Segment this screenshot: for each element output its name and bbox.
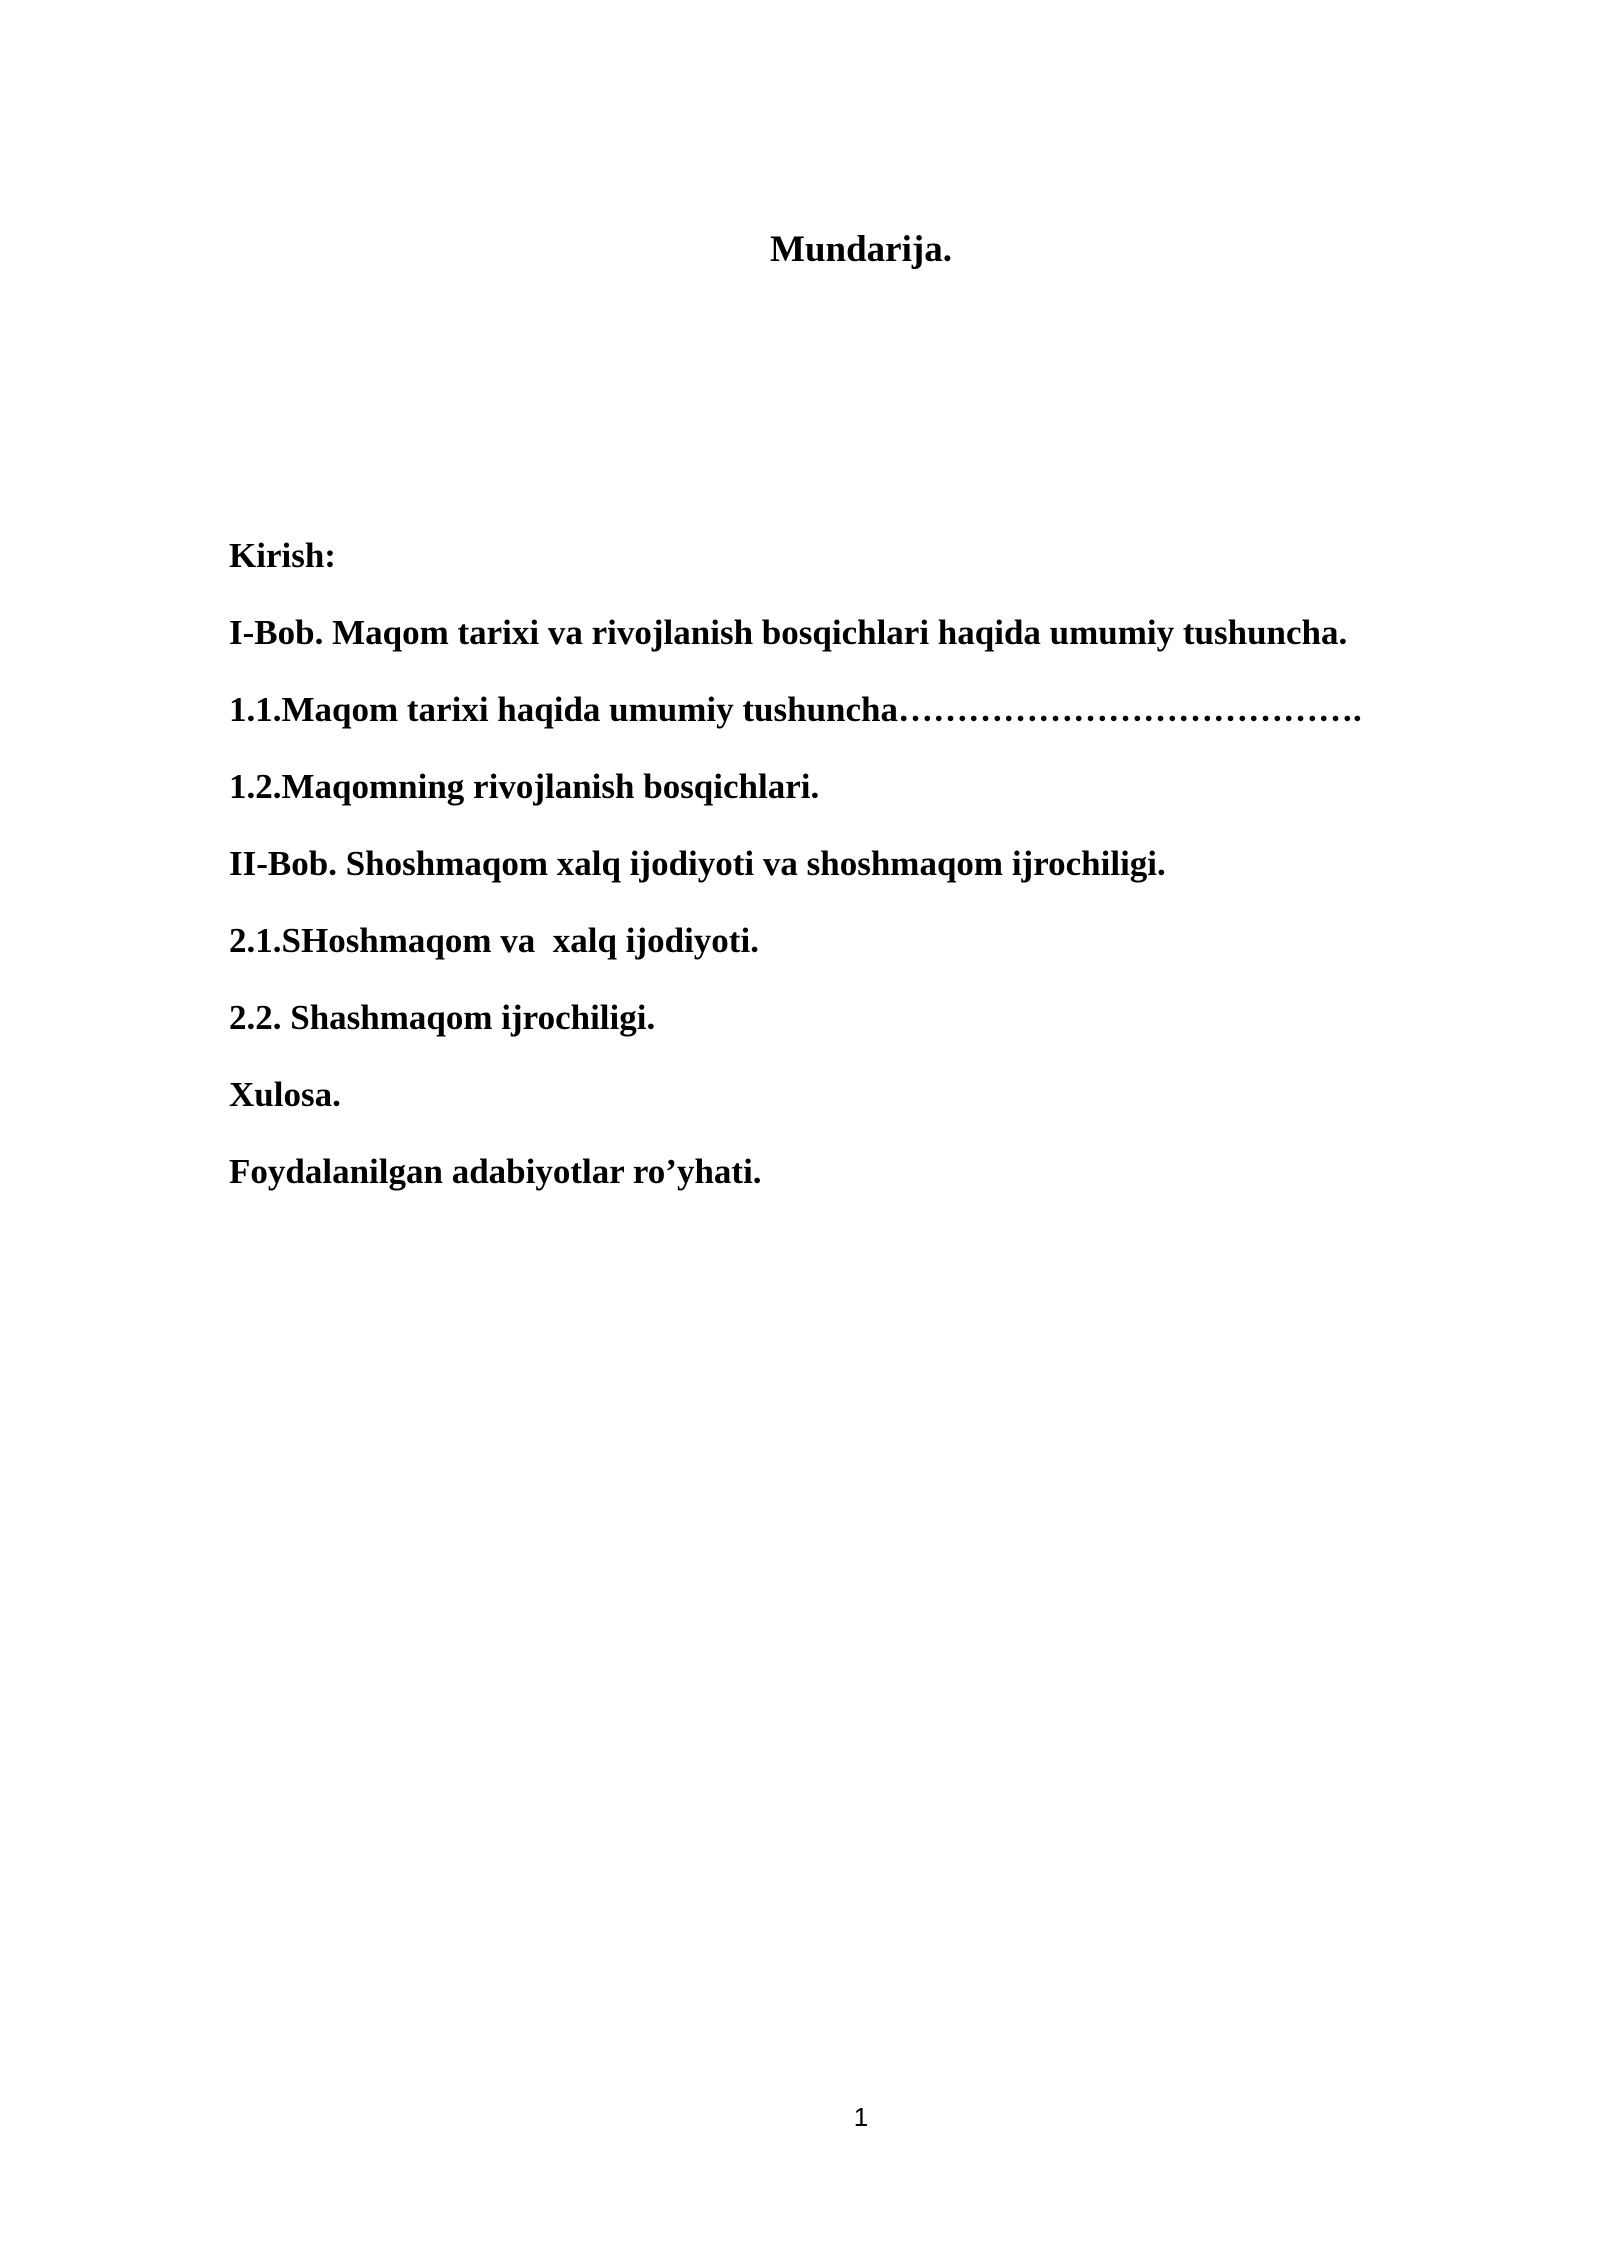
page-number: 1	[853, 2102, 869, 2132]
toc-item-section-1-2: 1.2.Maqomning rivojlanish bosqichlari.	[229, 767, 820, 806]
toc-item-conclusion: Xulosa.	[229, 1075, 341, 1114]
toc-item-section-2-2: 2.2. Shashmaqom ijrochiligi.	[229, 998, 656, 1037]
toc-item-chapter-2: II-Bob. Shoshmaqom xalq ijodiyoti va shoshmaqom ijrochiligi.	[229, 844, 1166, 883]
table-of-contents	[229, 534, 1529, 1227]
toc-item-chapter-1: I-Bob. Maqom tarixi va rivojlanish bosqichlari haqida umumiy tushuncha.	[229, 613, 1348, 652]
toc-item-section-2-1: 2.1.SHoshmaqom va xalq ijodiyoti.	[229, 921, 759, 960]
page-title: Mundarija.	[770, 229, 952, 270]
toc-item-section-1-1: 1.1.Maqom tarixi haqida umumiy tushuncha………………………………….	[229, 690, 1362, 729]
toc-item-introduction: Kirish:	[229, 536, 336, 575]
toc-item-references: Foydalanilgan adabiyotlar ro’yhati.	[229, 1152, 762, 1191]
